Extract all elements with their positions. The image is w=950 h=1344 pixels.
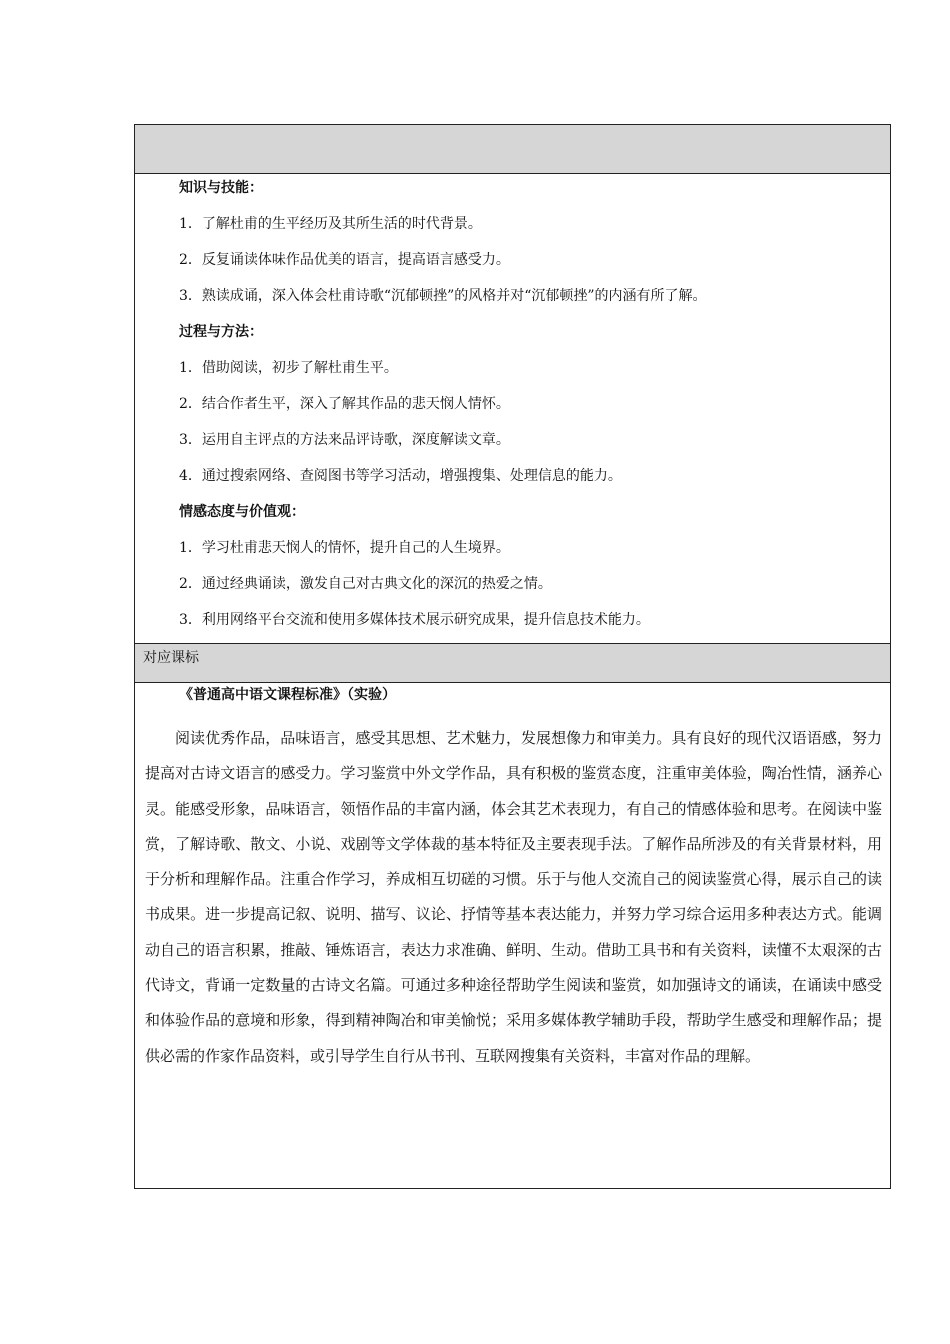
attitude-item: 3．利用网络平台交流和使用多媒体技术展示研究成果，提升信息技术能力。 (179, 612, 650, 628)
knowledge-item: 2．反复诵读体味作品优美的语言，提高语言感受力。 (179, 252, 510, 268)
process-heading: 过程与方法： (179, 324, 263, 340)
knowledge-item: 1．了解杜甫的生平经历及其所生活的时代背景。 (179, 216, 482, 232)
lesson-table (134, 124, 891, 1189)
knowledge-heading: 知识与技能： (179, 180, 263, 196)
process-item: 3．运用自主评点的方法来品评诗歌，深度解读文章。 (179, 432, 510, 448)
attitude-item: 2．通过经典诵读，激发自己对古典文化的深沉的热爱之情。 (179, 576, 552, 592)
standard-header-bar (135, 643, 890, 683)
process-item: 4．通过搜索网络、查阅图书等学习活动，增强搜集、处理信息的能力。 (179, 468, 622, 484)
objectives-section (135, 174, 890, 643)
standard-paragraph: 阅读优秀作品，品味语言，感受其思想、艺术魅力，发展想像力和审美力。具有良好的现代汉语语感，努力提高对古诗文语言的感受力。学习鉴赏中外文学作品，具有积极的鉴赏态度，注重审美体验，陶冶性情，涵养心灵。能感受形象，品味语言，领悟作品的丰富内涵，体会其艺术表现力，有自己的情感体验和思考。在阅读中鉴赏，了解诗歌、散文、小说、戏剧等文学体裁的基本特征及主要表现手法。了解作品所涉及的有关背景材料，用于分析和理解作品。注重合作学习，养成相互切磋的习惯。乐于与他人交流自己的阅读鉴赏心得，展示自己的读书成果。进一步提高记叙、说明、描写、议论、抒情等基本表达能力，并努力学习综合运用多种表达方式。能调动自己的语言积累，推敲、锤炼语言，表达力求准确、鲜明、生动。借助工具书和有关资料，读懂不太艰深的古代诗文，背诵一定数量的古诗文名篇。可通过多种途径帮助学生阅读和鉴赏，如加强诗文的诵读，在诵读中感受和体验作品的意境和形象，得到精神陶冶和审美愉悦；采用多媒体教学辅助手段，帮助学生感受和理解作品；提供必需的作家作品资料，或引导学生自行从书刊、互联网搜集有关资料，丰富对作品的理解。 (145, 729, 882, 1065)
standard-title: 《普通高中语文课程标准》（实验） (179, 687, 396, 703)
process-item: 2．结合作者生平，深入了解其作品的悲天悯人情怀。 (179, 396, 510, 412)
process-item: 1．借助阅读，初步了解杜甫生平。 (179, 360, 398, 376)
knowledge-item: 3．熟读成诵，深入体会杜甫诗歌“沉郁顿挫”的风格并对“沉郁顿挫”的内涵有所了解。 (179, 288, 707, 304)
objectives-header-bar (135, 125, 890, 174)
attitude-heading: 情感态度与价值观： (179, 504, 305, 520)
standard-label: 对应课标 (143, 650, 199, 666)
attitude-item: 1．学习杜甫悲天悯人的情怀，提升自己的人生境界。 (179, 540, 510, 556)
